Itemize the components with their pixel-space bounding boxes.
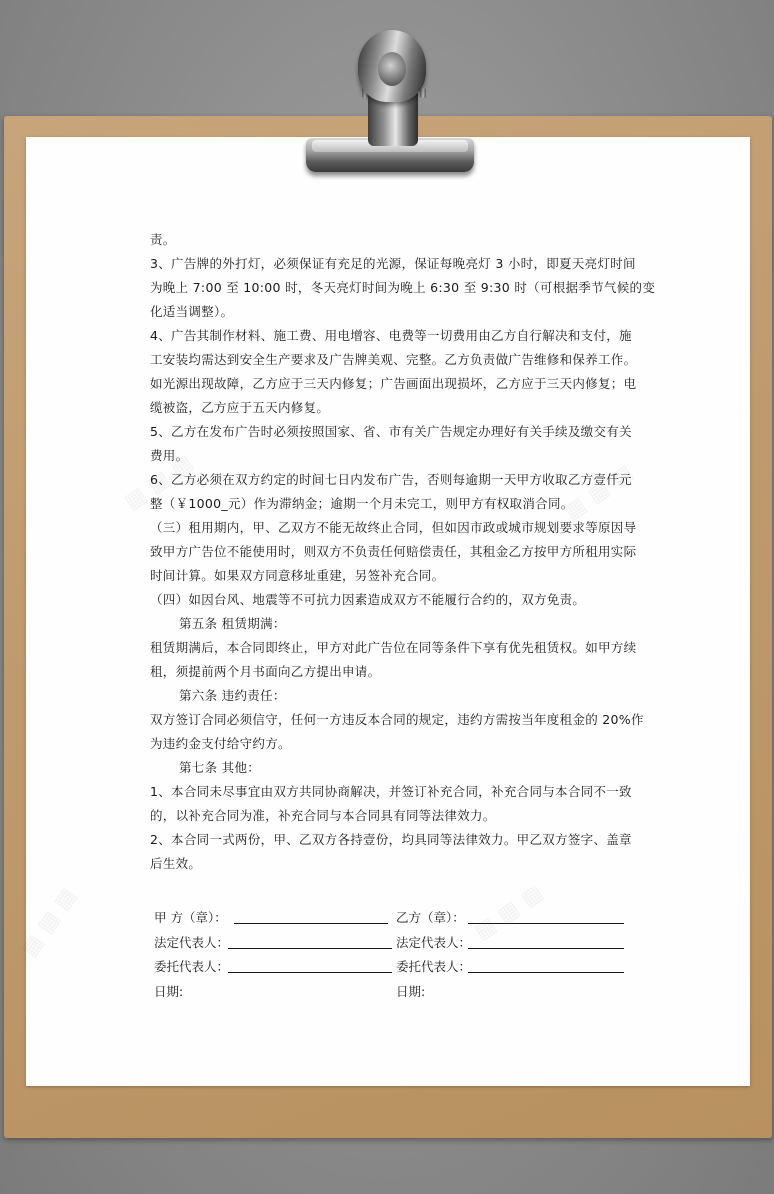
paragraph-line: 6、乙方必须在双方约定的时间七日内发布广告，否则每逾期一天甲方收取乙方壹仟元 <box>150 472 632 487</box>
paragraph-line: 1、本合同未尽事宜由双方共同协商解决，并签订补充合同，补充合同与本合同不一致 <box>150 784 632 799</box>
paragraph-line: （三）租用期内，甲、乙双方不能无故终止合同，但如因市政或城市规划要求等原因导 <box>150 520 637 535</box>
paragraph-line: 租，须提前两个月书面向乙方提出申请。 <box>150 664 381 679</box>
date-b-label: 日期: <box>396 983 426 999</box>
paragraph-line: 3、广告牌的外打灯，必须保证有充足的光源，保证每晚亮灯 3 小时，即夏天亮灯时间 <box>150 256 636 271</box>
paragraph-line: 4、广告其制作材料、施工费、用电增容、电费等一切费用由乙方自行解决和支付，施 <box>150 328 632 343</box>
paragraph-line: 后生效。 <box>150 856 202 871</box>
agent-b-label: 委托代表人： <box>396 959 472 974</box>
signature-row-legal-rep <box>150 931 630 956</box>
paragraph-line: 为违约金支付给守约方。 <box>150 736 291 751</box>
party-b-seal-field[interactable] <box>468 923 624 924</box>
paragraph-line: 时间计算。如果双方同意移址重建，另签补充合同。 <box>150 568 445 583</box>
paragraph-line: 5、乙方在发布广告时必须按照国家、省、市有关广告规定办理好有关手续及缴交有关 <box>150 424 632 439</box>
paragraph-line: 双方签订合同必须信守，任何一方违反本合同的规定，违约方需按当年度租金的 20%作 <box>150 712 644 727</box>
legal-rep-a-field[interactable] <box>228 948 392 949</box>
paragraph-line: （四）如因台风、地震等不可抗力因素造成双方不能履行合约的，双方免责。 <box>150 592 586 607</box>
binder-clip-pin <box>420 88 426 98</box>
paragraph-line: 致甲方广告位不能使用时，则双方不负责任何赔偿责任，其租金乙方按甲方所租用实际 <box>150 544 637 559</box>
party-b-seal-label: 乙方（章）： <box>396 910 465 925</box>
article-heading: 第七条 其他： <box>179 760 261 775</box>
contract-body <box>150 228 656 876</box>
paragraph-line: 责。 <box>150 232 176 247</box>
party-a-seal-field[interactable] <box>234 923 388 924</box>
paragraph-line: 如光源出现故障，乙方应于三天内修复；广告画面出现损坏，乙方应于三天内修复；电 <box>150 376 637 391</box>
paragraph-line: 为晚上 7:00 至 10:00 时，冬天亮灯时间为晚上 6:30 至 9:30 时（可根据季节气候的变 <box>150 280 656 295</box>
agent-a-field[interactable] <box>228 972 392 973</box>
date-a-label: 日期: <box>154 983 184 999</box>
paragraph-line: 的，以补充合同为准，补充合同与本合同具有同等法律效力。 <box>150 808 496 823</box>
signature-row-agent <box>150 955 630 980</box>
paragraph-line: 化适当调整）。 <box>150 304 234 319</box>
legal-rep-a-label: 法定代表人： <box>154 934 230 950</box>
article-heading: 第五条 租赁期满： <box>179 616 286 631</box>
party-a-seal-label: 甲 方（章）： <box>154 910 227 925</box>
signature-row-seal <box>150 906 630 931</box>
paragraph-line: 工安装均需达到安全生产要求及广告牌美观、完整。乙方负责做广告维修和保养工作。 <box>150 352 637 367</box>
legal-rep-b-field[interactable] <box>468 948 624 949</box>
paragraph-line: 租赁期满后，本合同即终止，甲方对此广告位在同等条件下享有优先租赁权。如甲方续 <box>150 640 637 655</box>
signature-row-date <box>150 980 630 1005</box>
paragraph-line: 整（￥1000_元）作为滞纳金；逾期一个月未完工，则甲方有权取消合同。 <box>150 496 574 511</box>
agent-b-field[interactable] <box>468 972 624 973</box>
signature-block <box>150 906 630 1004</box>
paragraph-line: 费用。 <box>150 448 189 463</box>
agent-a-label: 委托代表人： <box>154 959 230 974</box>
legal-rep-b-label: 法定代表人： <box>396 934 472 950</box>
binder-clip-hole <box>378 52 406 86</box>
article-heading: 第六条 违约责任： <box>179 688 286 703</box>
paragraph-line: 2、本合同一式两份，甲、乙双方各持壹份，均具同等法律效力。甲乙双方签字、盖章 <box>150 832 632 847</box>
paragraph-line: 缆被盗，乙方应于五天内修复。 <box>150 400 330 415</box>
